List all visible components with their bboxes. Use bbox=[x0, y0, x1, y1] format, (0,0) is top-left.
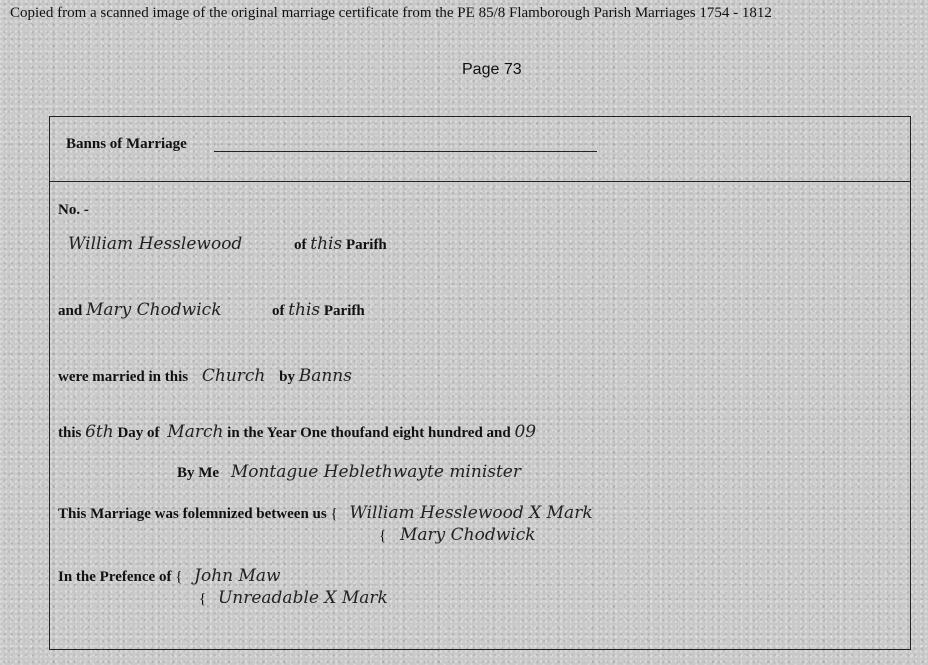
date-year: 09 bbox=[514, 422, 537, 442]
banns-underline bbox=[214, 151, 597, 152]
groom-this: this bbox=[310, 234, 343, 254]
presence-line-2 bbox=[199, 588, 388, 608]
groom-of: of bbox=[294, 237, 307, 253]
date-day: 6th bbox=[85, 422, 114, 442]
solemnized-brace-1: { bbox=[330, 506, 338, 522]
bride-this: this bbox=[288, 300, 321, 320]
certificate-frame bbox=[49, 116, 911, 650]
solemnized-label: This Marriage was folemnized between us bbox=[58, 506, 327, 522]
married-place: Church bbox=[201, 366, 266, 386]
solemnized-line-2 bbox=[379, 525, 536, 545]
banns-title: Banns of Marriage bbox=[66, 136, 187, 152]
bride-line bbox=[58, 300, 365, 320]
officiant-label: By Me bbox=[177, 465, 220, 481]
bride-parish: Parifh bbox=[323, 303, 365, 319]
married-text: were married in this bbox=[58, 369, 189, 385]
document-caption: Copied from a scanned image of the original marriage certificate from the PE 85/8 Flamborough Parish Marriages 1754 - 1812 bbox=[10, 5, 772, 21]
groom-parish: Parifh bbox=[345, 237, 387, 253]
date-month: March bbox=[167, 422, 224, 442]
solemnized-line bbox=[58, 503, 593, 523]
married-by: by bbox=[279, 369, 295, 385]
groom-name: William Hesslewood bbox=[68, 234, 243, 254]
witness-1-name: John Maw bbox=[194, 566, 281, 586]
date-day-of: Day of bbox=[117, 425, 160, 441]
bride-name: Mary Chodwick bbox=[85, 300, 222, 320]
officiant-line bbox=[177, 462, 521, 482]
bride-and: and bbox=[58, 303, 83, 319]
entry-number-label: No. - bbox=[58, 202, 89, 218]
presence-brace-2: { bbox=[199, 591, 207, 607]
married-method: Banns bbox=[298, 366, 352, 386]
groom-line bbox=[68, 234, 387, 254]
party-2-name: Mary Chodwick bbox=[399, 525, 536, 545]
party-1-name: William Hesslewood X Mark bbox=[349, 503, 593, 523]
page-number: Page 73 bbox=[462, 61, 522, 78]
officiant-name: Montague Heblethwayte minister bbox=[230, 462, 521, 482]
witness-2-name: Unreadable X Mark bbox=[217, 588, 388, 608]
presence-line bbox=[58, 566, 281, 586]
married-line bbox=[58, 366, 352, 386]
bride-of: of bbox=[271, 303, 285, 319]
date-line bbox=[58, 422, 536, 442]
date-this: this bbox=[58, 425, 82, 441]
solemnized-brace-2: { bbox=[379, 528, 387, 544]
date-year-text: in the Year One thoufand eight hundred and bbox=[227, 425, 511, 441]
presence-label: In the Prefence of bbox=[58, 569, 172, 585]
header-divider bbox=[50, 181, 910, 182]
presence-brace-1: { bbox=[175, 569, 183, 585]
